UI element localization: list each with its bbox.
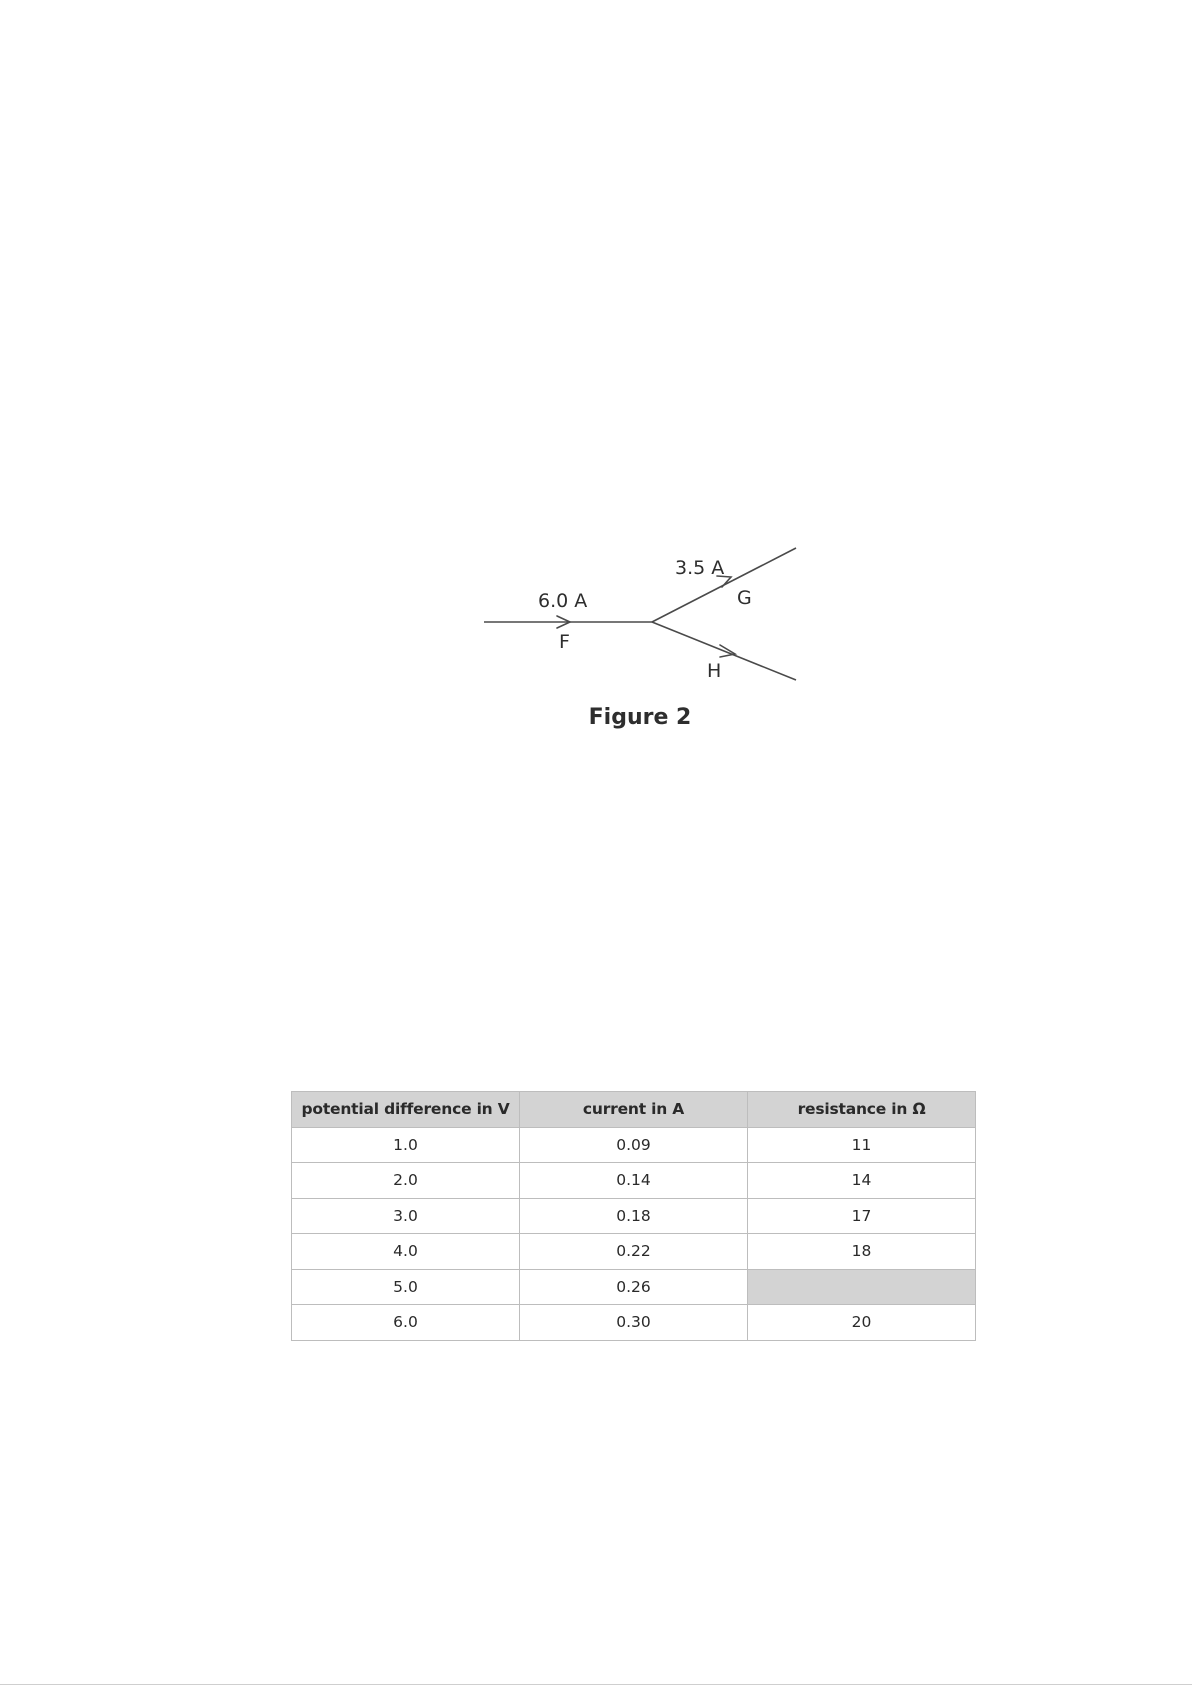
- table-row: [292, 1234, 976, 1270]
- cell-potential-difference: 4.0: [292, 1234, 520, 1270]
- cell-resistance: 18: [748, 1234, 976, 1270]
- header-resistance: resistance in Ω: [748, 1092, 976, 1128]
- current-label-g: 3.5 A: [675, 557, 725, 579]
- table-row: [292, 1127, 976, 1163]
- cell-current: 0.18: [520, 1198, 748, 1234]
- wire-h: [652, 622, 796, 680]
- cell-potential-difference: 6.0: [292, 1305, 520, 1341]
- wire-label-f: F: [559, 631, 570, 653]
- cell-current: 0.09: [520, 1127, 748, 1163]
- cell-potential-difference: 1.0: [292, 1127, 520, 1163]
- cell-potential-difference: 2.0: [292, 1163, 520, 1199]
- cell-current: 0.26: [520, 1269, 748, 1305]
- cell-potential-difference: 3.0: [292, 1198, 520, 1234]
- cell-current: 0.30: [520, 1305, 748, 1341]
- table-header-row: [292, 1092, 976, 1128]
- cell-resistance: 20: [748, 1305, 976, 1341]
- cell-current: 0.22: [520, 1234, 748, 1270]
- junction-diagram-svg: [0, 0, 1192, 760]
- cell-current: 0.14: [520, 1163, 748, 1199]
- current-label-f: 6.0 A: [538, 590, 588, 612]
- table-row: [292, 1198, 976, 1234]
- cell-resistance: 14: [748, 1163, 976, 1199]
- cell-potential-difference: 5.0: [292, 1269, 520, 1305]
- header-potential-difference: potential difference in V: [292, 1092, 520, 1128]
- figure-2-junction-diagram: [0, 0, 1192, 760]
- cell-resistance: 11: [748, 1127, 976, 1163]
- table-row: [292, 1163, 976, 1199]
- header-current: current in A: [520, 1092, 748, 1128]
- wire-label-g: G: [737, 587, 752, 609]
- table-row: [292, 1305, 976, 1341]
- figure-caption: Figure 2: [588, 705, 692, 730]
- cell-resistance: 17: [748, 1198, 976, 1234]
- cell-resistance-blank: [748, 1269, 976, 1305]
- table-row: [292, 1269, 976, 1305]
- results-table: [291, 1091, 976, 1341]
- wire-label-h: H: [707, 660, 722, 682]
